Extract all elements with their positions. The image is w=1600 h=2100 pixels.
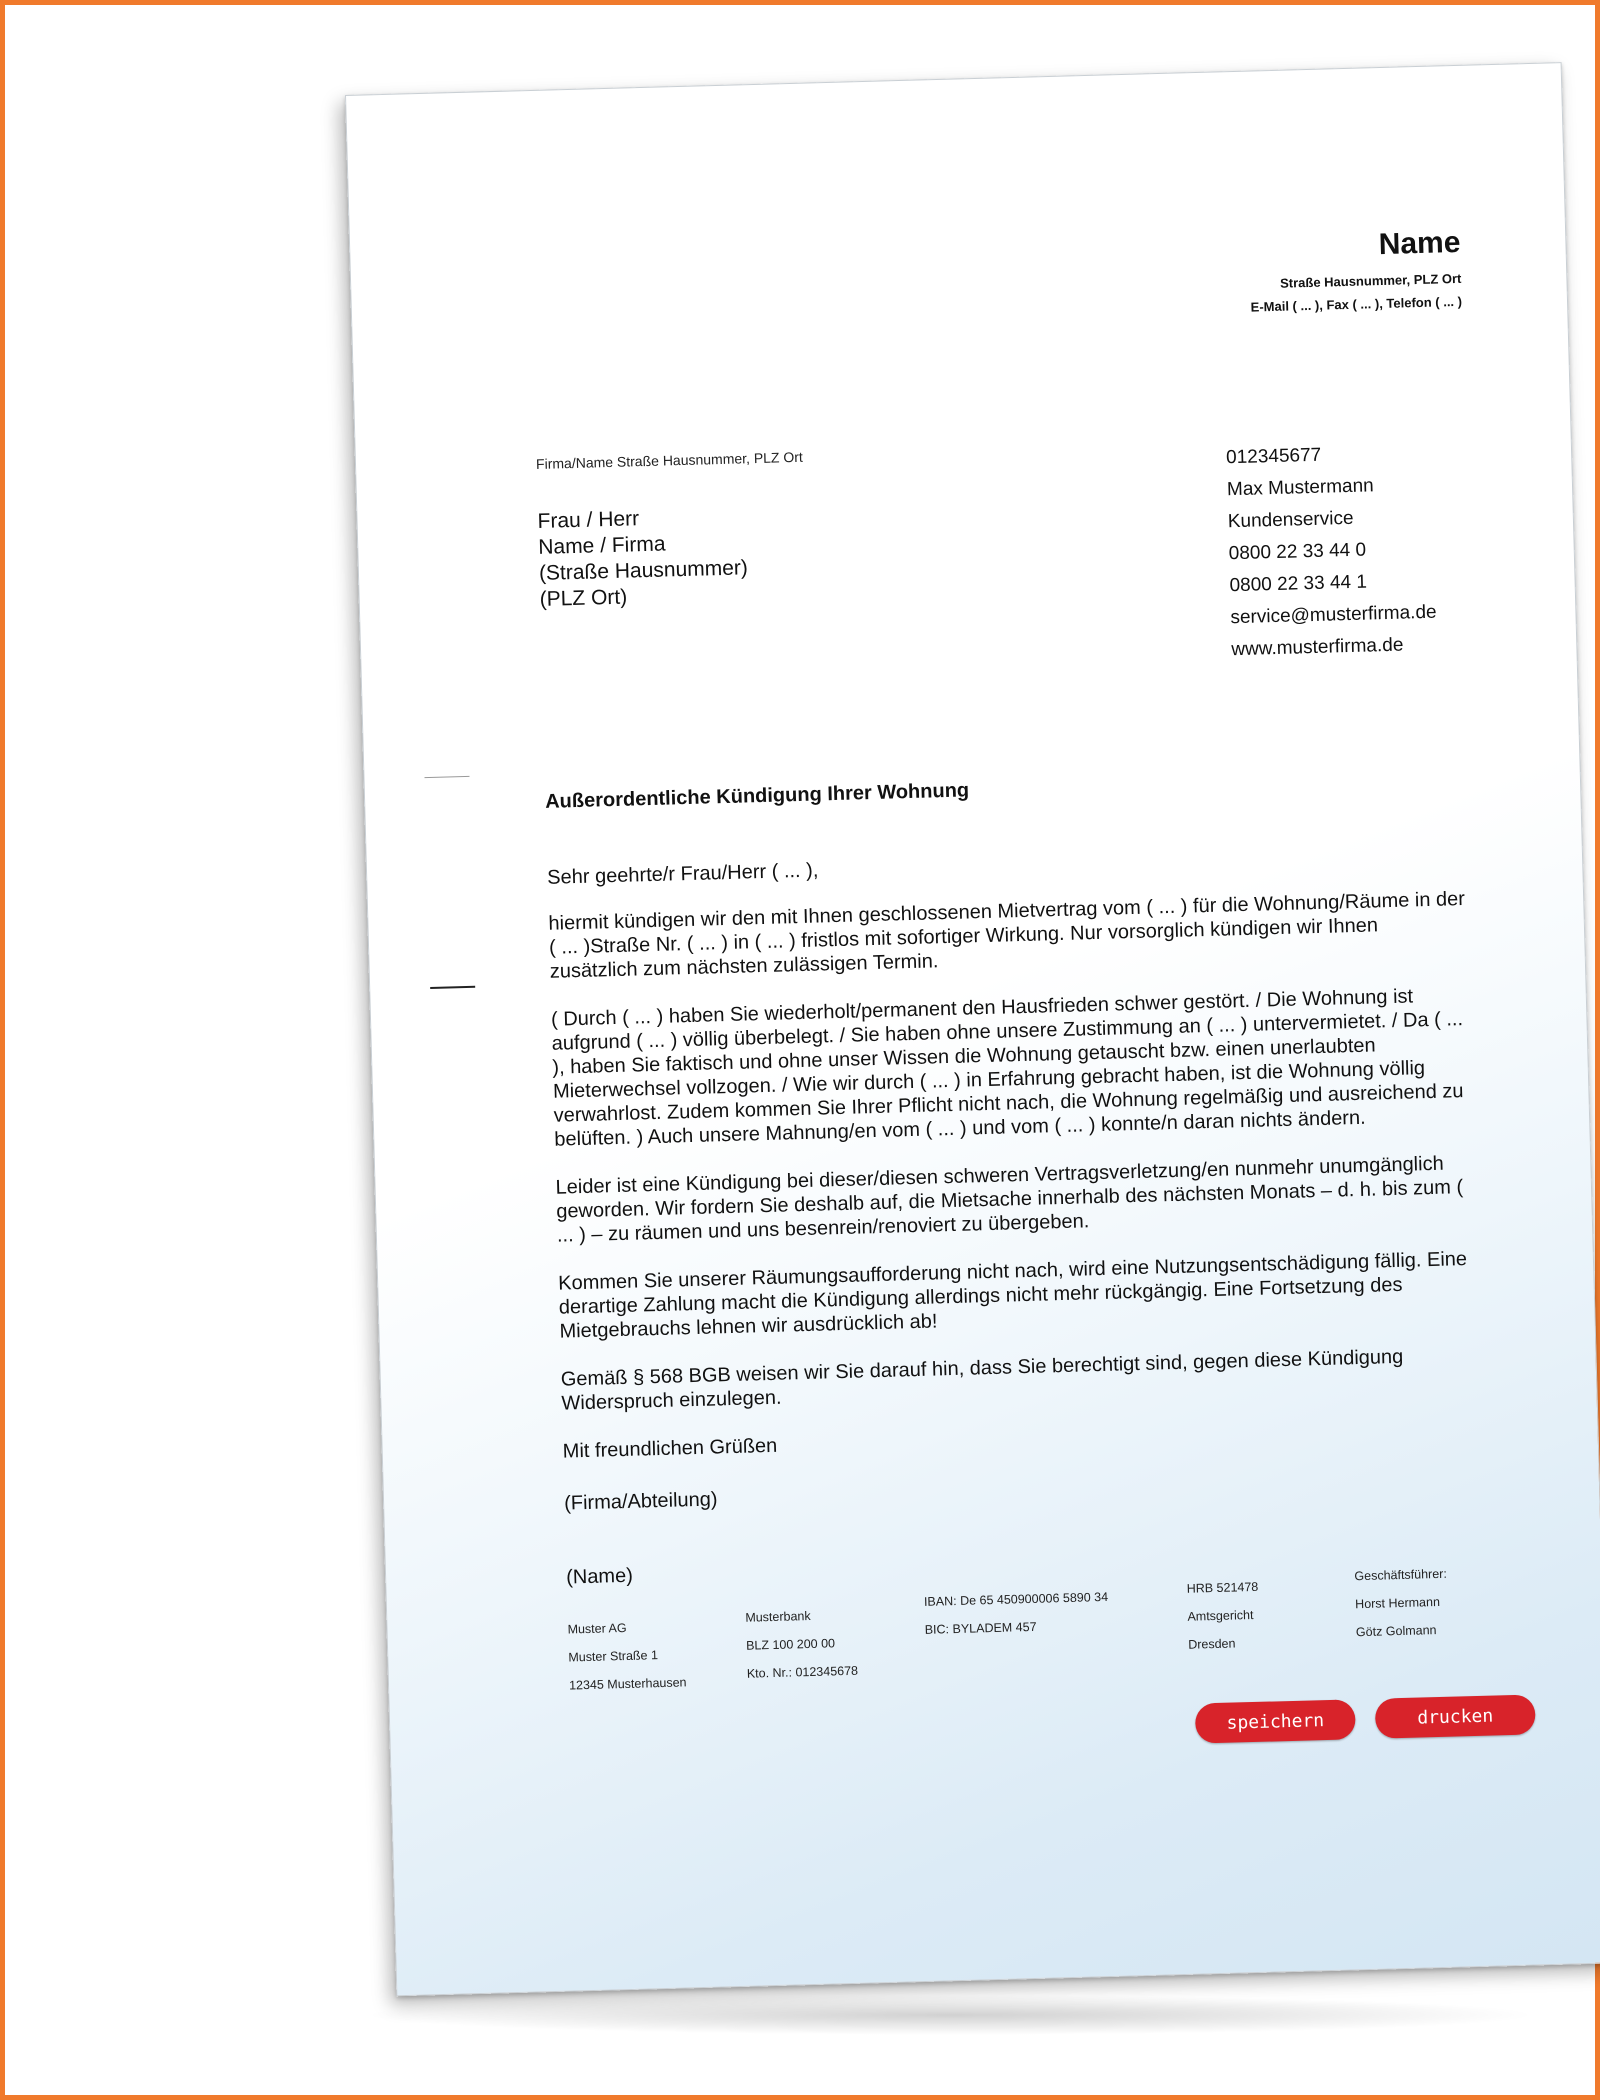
fax-number: 0800 22 33 44 1 xyxy=(1229,571,1368,597)
save-button[interactable]: speichern xyxy=(1195,1699,1356,1743)
footer-line: BIC: BYLADEM 457 xyxy=(924,1619,1037,1637)
footer-company xyxy=(567,1612,687,1699)
footer-line: Horst Hermann xyxy=(1355,1594,1441,1612)
contact-block xyxy=(1226,437,1438,666)
closing: Mit freundlichen Grüßen xyxy=(562,1434,778,1463)
footer-line: Muster Straße 1 xyxy=(568,1648,659,1665)
footer-line: HRB 521478 xyxy=(1186,1579,1259,1596)
body-paragraph: ( Durch ( ... ) haben Sie wiederholt/permanent den Hausfrieden schwer gestört. / Die Wohnung ist aufgrund ( ... ) völlig überbelegt. / Sie haben ohne unsere Zustimmung an ( ... ) untervermietet. / Da ( ... ), haben Sie faktisch und ohne unser Wissen die Wohnung getauscht bzw. einen unerlaubten Mieterwechsel vollzogen. / Wie wir durch ( ... ) in Erfahrung gebracht haben, ist die Wohnung völlig verwahrlost. Zudem kommen Sie Ihrer Pflicht nicht nach, die Wohnung regelmäßig und ausreichend zu belüften. ) Auch unsere Mahnung/en vom ( ... ) und vom ( ... ) konnte/n daran nichts ändern. xyxy=(550,985,1464,1151)
body-paragraph: Leider ist eine Kündigung bei dieser/diesen schweren Vertragsverletzung/en nunmehr unumgänglich geworden. Wir fordern Sie deshalb auf, die Mietsache innerhalb des nächsten Monats – d. h. bis zum ( ... ) – zu räumen und uns besenrein/renoviert zu übergeben. xyxy=(555,1152,1464,1247)
footer-iban xyxy=(924,1583,1110,1644)
fold-mark xyxy=(424,776,469,778)
reference-number: 012345677 xyxy=(1225,444,1322,469)
print-button[interactable]: drucken xyxy=(1375,1694,1536,1738)
recipient-line: Frau / Herr xyxy=(537,507,640,533)
sender-contact: E-Mail ( ... ), Fax ( ... ), Telefon ( ... ) xyxy=(1250,293,1463,315)
letter-page xyxy=(345,62,1600,1996)
body-paragraph: Gemäß § 568 BGB weisen wir Sie darauf hin, dass Sie berechtigt sind, gegen diese Kündigung Widerspruch einzulegen. xyxy=(560,1345,1404,1415)
page-shadow xyxy=(360,1995,1540,2035)
email-address: service@musterfirma.de xyxy=(1230,601,1437,629)
website: www.musterfirma.de xyxy=(1231,634,1404,661)
sender-address: Straße Hausnummer, PLZ Ort xyxy=(1279,270,1462,291)
return-address: Firma/Name Straße Hausnummer, PLZ Ort xyxy=(535,448,804,472)
punch-mark xyxy=(430,986,475,989)
body-paragraph: Kommen Sie unserer Räumungsaufforderung nicht nach, wird eine Nutzungsentschädigung fällig. Eine derartige Zahlung macht die Kündigung allerdings nicht mehr rückgängig. Eine Fortsetzung des Mietgebrauchs lehnen wir ausdrücklich ab! xyxy=(557,1248,1468,1343)
footer-line: Musterbank xyxy=(745,1608,811,1625)
recipient-line: Name / Firma xyxy=(537,532,666,559)
footer-register xyxy=(1186,1573,1260,1659)
signature-name: (Name) xyxy=(565,1564,634,1589)
footer-line: Dresden xyxy=(1188,1636,1236,1652)
footer-management xyxy=(1354,1560,1449,1646)
footer-line: Geschäftsführer: xyxy=(1354,1566,1447,1584)
contact-person: Max Mustermann xyxy=(1226,475,1375,501)
letter-subject: Außerordentliche Kündigung Ihrer Wohnung xyxy=(544,779,970,813)
footer-line: IBAN: De 65 450900006 5890 34 xyxy=(923,1589,1109,1609)
footer-line: Kto. Nr.: 012345678 xyxy=(746,1663,859,1681)
department: Kundenservice xyxy=(1227,507,1354,533)
letter-body xyxy=(547,841,1487,1614)
footer-line: BLZ 100 200 00 xyxy=(745,1636,836,1653)
department-signature: (Firma/Abteilung) xyxy=(563,1488,718,1515)
phone-number: 0800 22 33 44 0 xyxy=(1228,539,1367,565)
sender-name: Name xyxy=(1378,225,1461,262)
footer-line: Muster AG xyxy=(567,1620,627,1637)
footer-line: Amtsgericht xyxy=(1187,1607,1254,1624)
salutation: Sehr geehrte/r Frau/Herr ( ... ), xyxy=(546,859,819,889)
footer-line: 12345 Musterhausen xyxy=(568,1675,687,1693)
recipient-address xyxy=(537,503,749,613)
recipient-line: (Straße Hausnummer) xyxy=(538,556,749,585)
footer-bank xyxy=(745,1601,858,1688)
recipient-line: (PLZ Ort) xyxy=(539,585,628,611)
body-paragraph: hiermit kündigen wir den mit Ihnen geschlossenen Mietvertrag vom ( ... ) für die Wohnung/Räume in der ( ... )Straße Nr. ( ... ) in ( ... ) fristlos mit sofortiger Wirkung. Nur vorsorglich kündigen wir Ihnen zusätzlich zum nächsten zulässigen Termin. xyxy=(548,888,1466,983)
footer-line: Götz Golmann xyxy=(1355,1623,1437,1640)
